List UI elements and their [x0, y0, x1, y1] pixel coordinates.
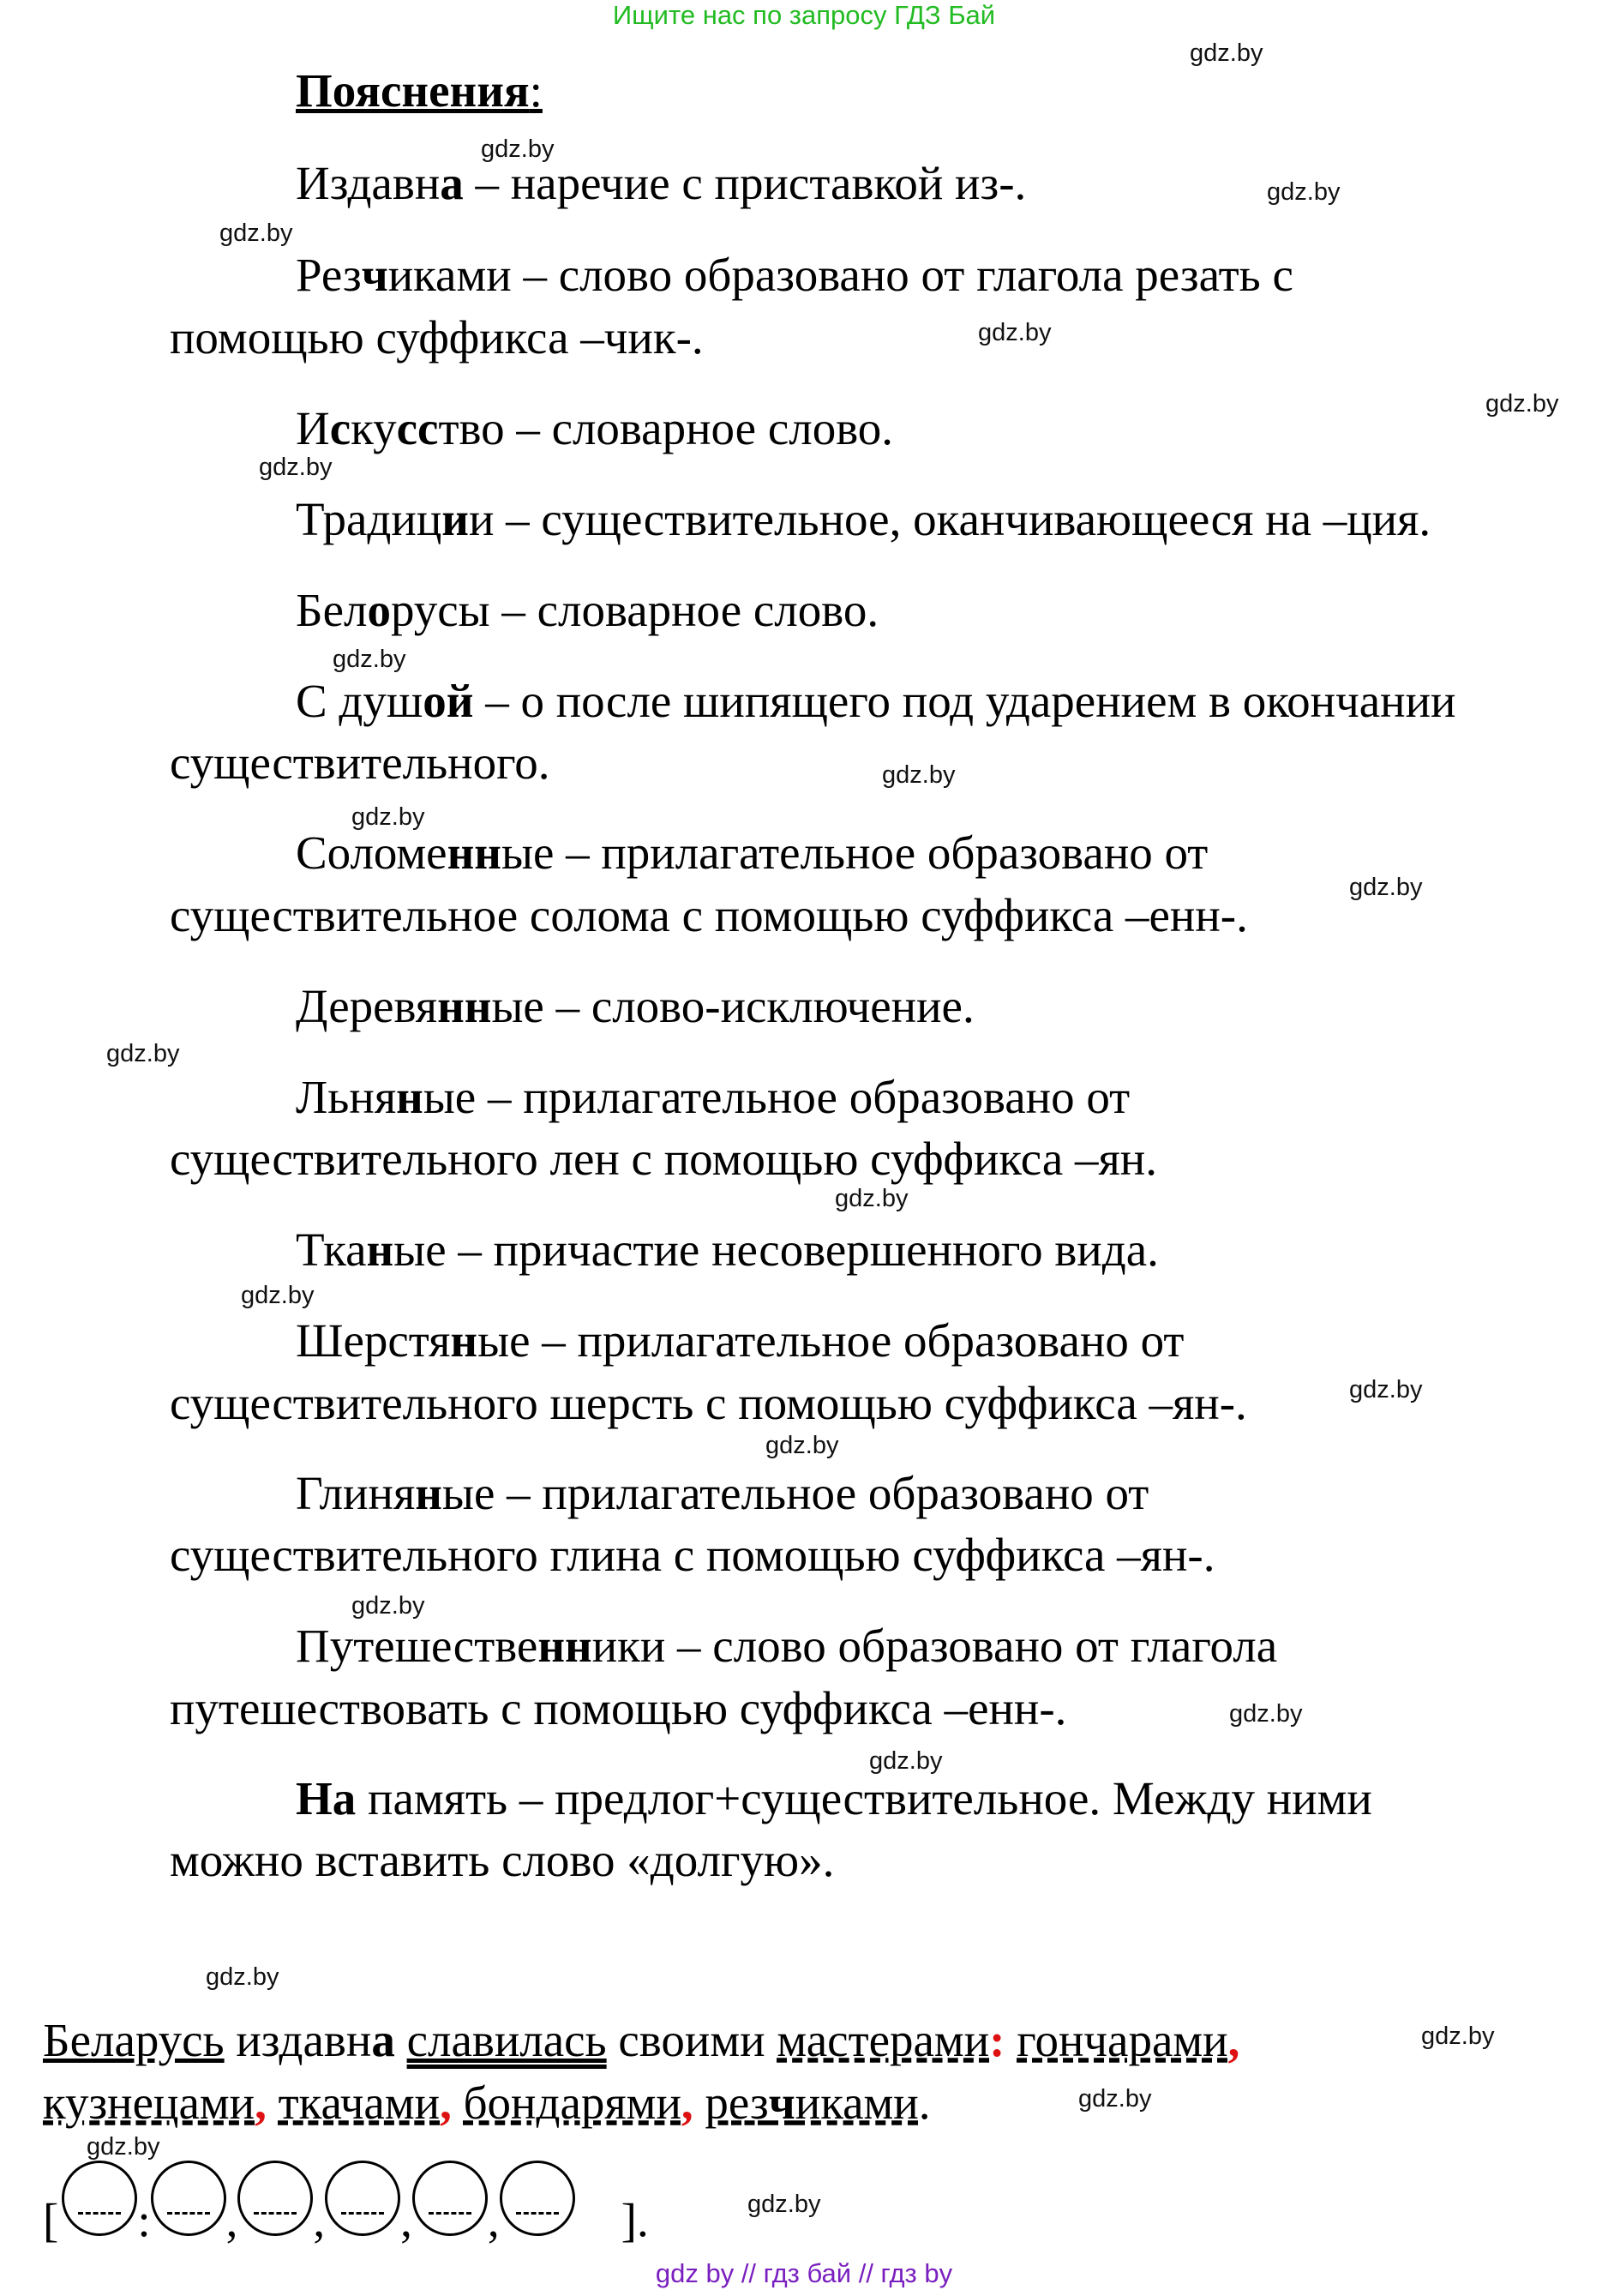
watermark: gdz.by	[87, 2133, 160, 2161]
watermark: gdz.by	[219, 219, 293, 247]
explanation-line-cont: существительного глина с помощью суффикса –ян-.	[170, 1529, 1215, 1581]
watermark: gdz.by	[835, 1185, 909, 1212]
explanation-line-cont: существительное солома с помощью суффикса –енн-.	[170, 889, 1248, 941]
watermark: gdz.by	[333, 646, 406, 673]
watermark: gdz.by	[1078, 2085, 1152, 2113]
scheme-oval	[237, 2161, 313, 2236]
watermark: gdz.by	[1190, 39, 1263, 67]
explanation-line: Соломенные – прилагательное образовано от	[296, 826, 1209, 879]
watermark: gdz.by	[747, 2191, 821, 2218]
explanation-line: Глиняные – прилагательное образовано от	[296, 1467, 1149, 1519]
sentence-scheme: [ : , , , , ].	[43, 2161, 649, 2238]
watermark: gdz.by	[1421, 2023, 1495, 2050]
explanation-line: Белорусы – словарное слово.	[296, 584, 879, 636]
watermark: gdz.by	[241, 1282, 315, 1309]
watermark: gdz.by	[106, 1040, 180, 1067]
explanation-line: Традиции – существительное, оканчивающееся на –ция.	[296, 493, 1431, 545]
watermark: gdz.by	[259, 454, 333, 481]
footer-links[interactable]: gdz by // гдз бай // гдз by	[655, 2258, 953, 2288]
watermark: gdz.by	[1349, 874, 1423, 901]
explanation-line: Издавна – наречие с приставкой из-.	[296, 157, 1027, 209]
scheme-oval	[412, 2161, 488, 2236]
watermark: gdz.by	[351, 803, 425, 831]
watermark: gdz.by	[1229, 1700, 1303, 1728]
watermark: gdz.by	[765, 1432, 839, 1459]
explanation-line-cont: существительного лен с помощью суффикса –ян.	[170, 1133, 1157, 1185]
scheme-oval	[325, 2161, 400, 2236]
section-title: Пояснения:	[296, 64, 543, 117]
watermark: gdz.by	[1267, 178, 1341, 206]
analyzed-sentence-line-1: Беларусь издавна славилась своими мастерами: гончарами,	[43, 2014, 1240, 2066]
explanation-line: Деревянные – слово-исключение.	[296, 980, 975, 1032]
scheme-oval	[500, 2161, 575, 2236]
explanation-line-cont: путешествовать с помощью суффикса –енн-.	[170, 1682, 1067, 1734]
scheme-oval	[62, 2161, 137, 2236]
watermark: gdz.by	[1485, 390, 1559, 418]
watermark: gdz.by	[1349, 1376, 1423, 1403]
explanation-line-cont: можно вставить слово «долгую».	[170, 1834, 835, 1886]
scheme-oval	[151, 2161, 226, 2236]
explanation-line: Шерстяные – прилагательное образовано от	[296, 1314, 1185, 1367]
explanation-line-cont: существительного шерсть с помощью суффикса –ян-.	[170, 1377, 1247, 1429]
explanation-line: Искусство – словарное слово.	[296, 402, 894, 454]
explanation-line: Резчиками – слово образовано от глагола резать с	[296, 249, 1293, 301]
watermark: gdz.by	[206, 1963, 279, 1991]
explanation-line: Льняные – прилагательное образовано от	[296, 1071, 1131, 1123]
explanation-line-cont: помощью суффикса –чик-.	[170, 311, 704, 364]
watermark: gdz.by	[882, 761, 956, 789]
top-banner[interactable]: Ищите нас по запросу ГДЗ Бай	[612, 0, 996, 30]
watermark: gdz.by	[869, 1747, 943, 1775]
explanation-line: С душой – о после шипящего под ударением в окончании	[296, 675, 1456, 727]
explanation-line: Тканые – причастие несовершенного вида.	[296, 1223, 1159, 1276]
explanation-line-cont: существительного.	[170, 736, 550, 789]
watermark: gdz.by	[978, 319, 1052, 346]
analyzed-sentence-line-2: кузнецами, ткачами, бондарями, резчиками.	[43, 2077, 931, 2129]
explanation-line: На память – предлог+существительное. Между ними	[296, 1772, 1372, 1824]
watermark: gdz.by	[351, 1592, 425, 1620]
explanation-line: Путешественники – слово образовано от глагола	[296, 1620, 1278, 1672]
watermark: gdz.by	[481, 135, 555, 163]
